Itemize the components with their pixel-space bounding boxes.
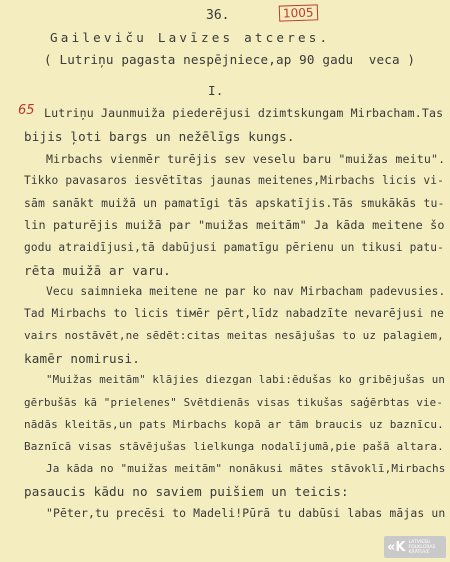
logo-text: LATVIEŠU FOLKLORAS KRĀTUVE: [408, 539, 436, 555]
text-line: Baznīcā visas stāvējušas lielkunga nodalījumā,pie pašā altara.: [24, 440, 444, 453]
text-line: "Pēter,tu precēsi to Madeli!Pūrā tu dabūsi labas mājas un: [46, 506, 446, 520]
document-title: Gaileviču Lavīzes atceres.: [50, 30, 331, 45]
text-line: godu atraidījusi,tā dabūjusi pamatīgu pērienu un tikusi patu-: [24, 241, 445, 254]
text-line: gērbušās kā "prielenes" Svētdienās visas tikušas saģērbtas vie-: [24, 396, 443, 409]
archive-number: 1005: [279, 4, 318, 21]
text-line: Ja kāda no "muižas meitām" nonākusi mātes stāvoklī,Mirbachs: [46, 462, 446, 475]
text-line: bijis ļoti bargs un nežēlīgs kungs.: [24, 129, 295, 144]
text-line: sām sanākt muižā un pamatīgi tās apskatījis.Tās smukākās tu-: [24, 196, 445, 210]
text-line: Tikko pavasaros iesvētītas jaunas meitenes,Mirbachs licis vi-: [24, 174, 445, 187]
text-line: Vecu saimnieka meitene ne par ko nav Mirbacham padevusies.: [46, 285, 446, 298]
logo-icon: «K: [387, 539, 406, 555]
text-line: vairs nostāvēt,ne sēdēt:citas meitas nesājušas to uz palagiem,: [24, 329, 444, 342]
section-number: I.: [208, 83, 224, 98]
document-subtitle: ( Lutriņu pagasta nespējniece,ap 90 gadu veca ): [44, 52, 416, 67]
margin-note: 65: [18, 103, 35, 118]
page-number: 36.: [206, 8, 230, 23]
text-line: kamēr nomirusi.: [24, 351, 140, 366]
text-line: pasaucis kādu no saviem puišiem un teicis:: [24, 484, 349, 499]
text-line: "Muižas meitām" klājies diezgan labi:ēdušas ko gribējušas un: [46, 373, 446, 386]
text-line: rēta muižā ar varu.: [24, 263, 171, 278]
text-line: Tad Mirbachs to licis tiмēr pērt,līdz nabadzīte nevarējusi ne: [24, 307, 445, 320]
archive-logo: [384, 536, 446, 558]
text-line: lin paturējis muižā par "muižas meitām" Ja kāda meitene šo: [24, 218, 445, 232]
text-line: Lutriņu Jaunmuiža piederējusi dzimtskungam Mirbacham.Tas: [44, 106, 444, 120]
text-line: Mirbachs vienmēr turējis sev veselu baru "muižas meitu".: [46, 152, 446, 166]
text-line: nādās kleitās,un pats Mirbachs kopā ar tām braucis uz baznīcu.: [24, 418, 444, 431]
